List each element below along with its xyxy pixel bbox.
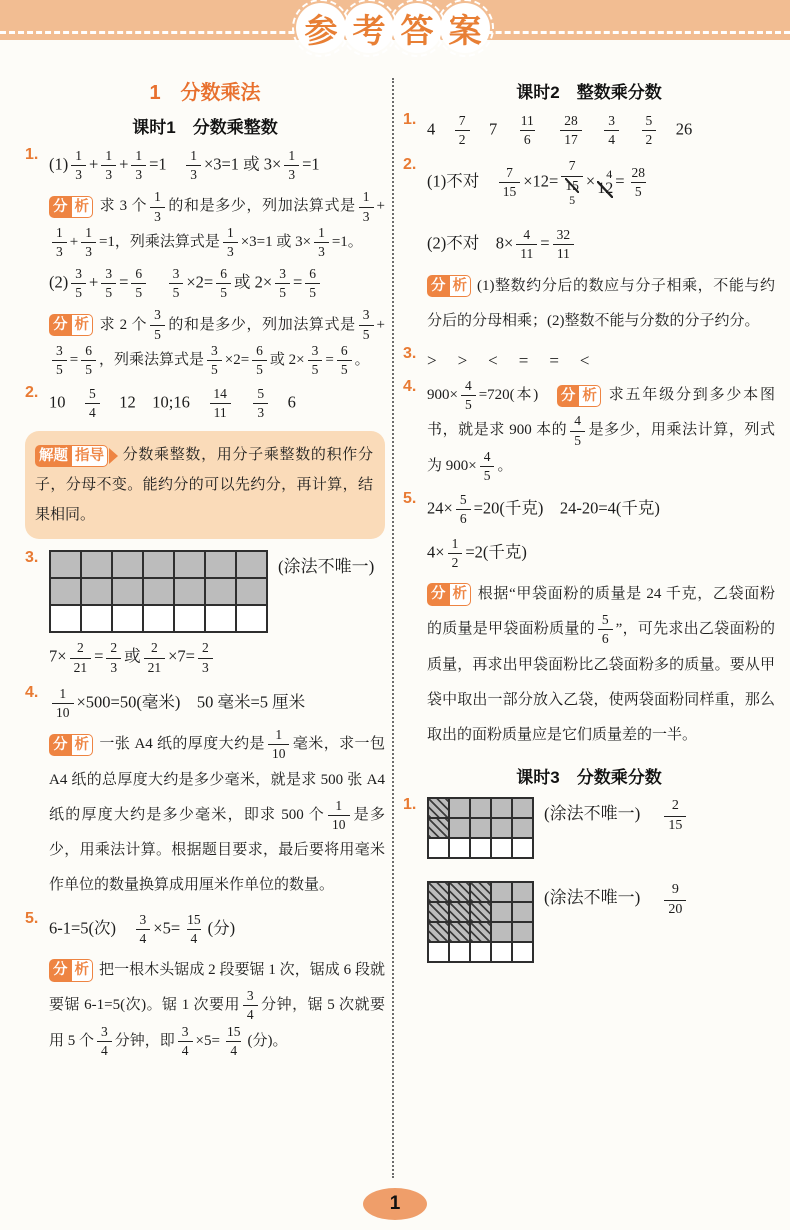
equation-line: [49, 636, 385, 679]
fraction: $\frac{6}{5}$: [305, 267, 320, 300]
page-number: 1: [389, 1193, 401, 1214]
title-char: 参: [304, 11, 338, 49]
fraction: $\frac{1}{10}$: [52, 687, 74, 720]
grid-cell: [174, 578, 205, 605]
text-run: [234, 393, 251, 412]
answer-item-2: [25, 382, 385, 425]
guide-badge: 解题 指导: [35, 445, 118, 468]
fraction: $\frac{3}{5}$: [52, 344, 67, 377]
text-run: =: [540, 233, 550, 253]
fraction: $\frac{2}{3}$: [198, 641, 213, 674]
text-run: (1): [49, 154, 69, 174]
text-run: 4×: [427, 542, 445, 561]
grid-cell: [428, 922, 449, 942]
fraction: $\frac{3}{5}$: [275, 267, 290, 300]
equation-line: [49, 682, 385, 725]
fraction: $\frac{3}{4}$: [604, 114, 619, 147]
title-char: 答: [400, 11, 434, 49]
text-run: +: [376, 198, 385, 215]
item-marker: 4.: [403, 378, 417, 396]
title-char: 案: [448, 11, 482, 49]
guide-text: 分数乘整数，用分子乘整数的积作分子，分母不变。能约分的可以先约分，再计算，结果相同。: [35, 447, 373, 524]
text-run: =: [94, 646, 104, 666]
text-run: =2(千克): [465, 542, 527, 561]
grid-cell: [143, 578, 174, 605]
fraction: $\frac{3}{4}$: [243, 989, 258, 1022]
text-run: =1。: [331, 233, 363, 250]
text-run: ×: [585, 171, 596, 191]
fraction: $\frac{1}{3}$: [52, 226, 67, 259]
fraction: $\frac{3}{5}$: [169, 267, 184, 300]
text-run: [622, 119, 639, 138]
grid-note: (涂法不唯一): [544, 804, 641, 824]
text-run: (2): [49, 272, 69, 292]
text-run: =1，列乘法算式是: [98, 233, 220, 250]
item-marker: 3.: [403, 345, 417, 363]
grid-note: (涂法不唯一): [278, 557, 375, 577]
text-run: =1: [302, 154, 320, 174]
grid-cell: [512, 798, 533, 818]
grid-cell: [491, 902, 512, 922]
fraction: $\frac{6}{5}$: [81, 344, 96, 377]
fraction: $\frac{1}{3}$: [81, 226, 96, 259]
grid-cell: [512, 922, 533, 942]
fraction: $\frac{2}{21}$: [144, 641, 166, 674]
grid-cell: [512, 882, 533, 902]
text-run: 求五年级分到多少本图书，就是求 900 本的: [427, 387, 775, 439]
grid-cell: [174, 605, 205, 632]
text-run: 10: [49, 392, 82, 412]
analysis-badge: 分 析: [49, 959, 93, 982]
grid-cell: [512, 838, 533, 858]
fraction-grid-b: [427, 881, 534, 963]
section-title: 1 分数乘法: [149, 82, 261, 104]
text-run: [541, 119, 558, 138]
fraction: $\frac{1}{3}$: [359, 190, 374, 223]
equation-line: [427, 532, 775, 575]
text-run: 7: [472, 119, 514, 139]
grid-answer: $\frac{9}{20}$: [664, 883, 686, 917]
analysis-paragraph: [49, 725, 385, 905]
text-run: 900×: [427, 387, 458, 404]
grid-cell: [428, 798, 449, 818]
grid-cell: [428, 942, 449, 962]
equation-line: [49, 144, 385, 187]
fraction: $\frac{15}{4}$: [226, 1023, 241, 1058]
fraction: $\frac{4}{5}$: [480, 450, 495, 483]
fraction: $\frac{4}{5}$: [461, 379, 476, 412]
item-marker: 1.: [403, 111, 417, 128]
grid-cell: [236, 605, 267, 632]
grid-cell: [428, 882, 449, 902]
fraction: $\frac{3}{5}$: [207, 344, 222, 377]
fraction: $\frac{6}{5}$: [252, 344, 267, 377]
fraction: $\frac{5}{4}$: [85, 387, 100, 420]
item-marker: 2.: [25, 384, 39, 402]
title-bubble: [296, 3, 346, 53]
grid-cell: [470, 798, 491, 818]
fraction: $\frac{5}{3}$: [253, 387, 268, 420]
fraction: $\frac{2}{21}$: [70, 641, 92, 674]
text-run: 的和是多少，列加法算式是: [167, 198, 356, 215]
answer-item-2: [403, 154, 775, 341]
grid-cell: [428, 838, 449, 858]
grid-cell: [491, 818, 512, 838]
item-marker: 5.: [25, 909, 39, 927]
fraction: $\frac{5}{6}$: [456, 493, 471, 526]
equation-line: [49, 262, 385, 305]
fraction: $\frac{3}{5}$: [359, 308, 374, 341]
text-run: ×2=: [186, 272, 214, 292]
grid-cell: [470, 838, 491, 858]
text-run: (分)。: [247, 1032, 288, 1049]
fraction: $\frac{3}{4}$: [97, 1025, 112, 1058]
text-run: =: [69, 351, 79, 368]
text-run: 4: [427, 119, 452, 139]
text-run: 6-1=5(次): [49, 918, 133, 938]
answer-item-4: [403, 376, 775, 486]
text-run: 求 3 个: [99, 198, 148, 215]
grid-cell: [143, 551, 174, 578]
fraction: $\frac{1}{3}$: [71, 149, 86, 182]
text-run: 。: [497, 457, 513, 474]
fraction: $\frac{1}{10}$: [268, 728, 290, 761]
fraction: $\frac{15}{4}$: [187, 911, 201, 946]
text-run: 把一根木头锯成 2 段要锯 1 次，锯成 6 段就要锯 6-1=5(次)。锯 1 次要用: [49, 961, 385, 1014]
fraction: $\frac{1}{3}$: [223, 226, 238, 259]
fraction: $\frac{28}{17}$: [560, 114, 582, 147]
analysis-badge: 分 析: [427, 583, 471, 606]
fraction: $\frac{32}{11}$: [553, 228, 575, 261]
fraction: $\frac{1}{3}$: [186, 149, 201, 182]
text-run: ×7=: [168, 646, 195, 666]
answer-item-4: [25, 682, 385, 906]
grid-cell: [50, 578, 81, 605]
text-run: ×5=: [195, 1032, 220, 1049]
text-run: 24×: [427, 498, 453, 518]
text-run: 6: [271, 392, 296, 412]
grid-cell: [512, 942, 533, 962]
text-run: +: [89, 154, 99, 174]
comparison-answers: > > < = = <: [427, 351, 592, 371]
item-marker: 1.: [403, 796, 417, 814]
grid-cell: [449, 902, 470, 922]
number-cancelled: 4 12: [597, 167, 614, 197]
text-run: 求 2 个: [99, 316, 148, 333]
analysis-paragraph: [49, 951, 385, 1061]
fraction: $\frac{1}{2}$: [448, 537, 463, 570]
fraction: $\frac{1}{3}$: [314, 226, 329, 259]
answer-item-1: [25, 144, 385, 380]
fraction: $\frac{3}{5}$: [150, 308, 165, 341]
content-columns: [0, 62, 790, 1063]
analysis-paragraph: [427, 575, 775, 755]
text-run: 7×: [49, 646, 67, 666]
item-marker: 3.: [25, 549, 39, 567]
grid-cell: [205, 551, 236, 578]
grid-cell: [449, 798, 470, 818]
page-number-badge: [363, 1188, 427, 1220]
solution-guide-box: [25, 431, 385, 539]
item-marker: 4.: [25, 683, 39, 701]
grid-cell: [491, 882, 512, 902]
fraction: $\frac{5}{6}$: [598, 613, 613, 646]
grid-cell: [491, 922, 512, 942]
fraction: $\frac{3}{5}$: [101, 267, 116, 300]
fraction: $\frac{1}{3}$: [150, 190, 165, 223]
text-run: +: [89, 272, 99, 292]
fraction: $\frac{6}{5}$: [337, 344, 352, 377]
grid-cell: [428, 818, 449, 838]
text-run: =: [325, 351, 334, 368]
arrow-icon: [109, 448, 118, 464]
answer-item-5: [25, 908, 385, 1061]
grid-cell: [236, 551, 267, 578]
title-bubble: [344, 3, 394, 53]
fraction-grid-a: [427, 797, 534, 859]
grid-answer: $\frac{2}{15}$: [664, 799, 686, 833]
text-run: 的和是多少，列加法算式是: [167, 316, 356, 333]
fraction: $\frac{7}{2}$: [455, 114, 470, 147]
text-run: [149, 273, 166, 292]
equation-line: [427, 217, 775, 266]
text-run: ”，可先求出乙袋面粉的质量，再求出甲袋面粉比乙袋面粉多的质量。要从甲袋中取出一部分放入乙袋，使两袋面粉同样重，那么取出的面粉质量应是它们质量差的一半。: [427, 621, 775, 743]
grid-cell: [512, 818, 533, 838]
analysis-badge: 分 析: [49, 314, 93, 337]
text-run: =720(本): [478, 387, 557, 404]
grid-cell: [491, 942, 512, 962]
text-run: =20(千克) 24-20=4(千克): [473, 498, 660, 518]
text-run: 毫米，求一包 A4 纸的总厚度大约是多少毫米，就是求 500 张 A4 纸的厚度大约是多少毫米，即求 500 个: [49, 736, 385, 823]
text-run: 分钟，即: [114, 1032, 175, 1049]
page-title: [296, 3, 488, 53]
grid-cell: [491, 838, 512, 858]
equation-line: [427, 488, 775, 531]
fraction: $\frac{7}{15}$: [499, 166, 521, 199]
grid-cell: [81, 551, 112, 578]
grid-note: (涂法不唯一): [544, 888, 641, 908]
grid-cell: [449, 838, 470, 858]
text-run: (分): [207, 918, 236, 938]
text-run: =: [615, 171, 625, 191]
grid-cell: [449, 882, 470, 902]
lesson-2-title: 课时2 整数乘分数: [516, 83, 662, 102]
grid-cell: [512, 902, 533, 922]
fraction: $\frac{28}{5}$: [631, 165, 645, 200]
grid-cell: [470, 902, 491, 922]
text-run: +: [69, 233, 79, 250]
text-run: ×2=: [224, 351, 250, 368]
text-run: =: [292, 272, 303, 292]
fraction: $\frac{3}{4}$: [178, 1025, 193, 1058]
answer-item-5: [403, 488, 775, 755]
text-run: 一张 A4 纸的厚度大约是: [99, 736, 265, 753]
grid-cell: [428, 902, 449, 922]
text-run: =: [119, 272, 129, 292]
grid-cell: [81, 578, 112, 605]
text-run: ×5=: [153, 918, 181, 938]
text-run: 26: [659, 119, 693, 139]
grid-cell: [112, 551, 143, 578]
grid-cell: [491, 798, 512, 818]
analysis-badge: 分 析: [557, 385, 601, 408]
grid-cell: [50, 605, 81, 632]
grid-cell: [449, 942, 470, 962]
title-char: 考: [352, 11, 386, 49]
fraction: $\frac{14}{11}$: [209, 387, 231, 420]
fraction: $\frac{4}{5}$: [570, 414, 585, 447]
grid-cell: [50, 551, 81, 578]
grid-cell: [112, 605, 143, 632]
analysis-badge: 分 析: [49, 196, 93, 219]
fraction: $\frac{6}{5}$: [131, 267, 146, 300]
fraction: $\frac{1}{10}$: [328, 799, 350, 832]
grid-cell: [449, 922, 470, 942]
answer-item-1: [403, 109, 775, 152]
answer-item-3: [25, 547, 385, 679]
text-run: ，列乘法算式是: [98, 351, 204, 368]
grid-cell: [174, 551, 205, 578]
text-run: =1: [149, 154, 184, 174]
text-run: +: [119, 154, 129, 174]
fraction: $\frac{4}{11}$: [516, 228, 537, 261]
equation-line: [427, 154, 775, 217]
item-marker: 2.: [403, 156, 417, 174]
grid-cell: [470, 882, 491, 902]
grid-cell: [205, 605, 236, 632]
lesson-3-title: 课时3 分数乘分数: [516, 768, 662, 788]
grid-cell: [143, 605, 174, 632]
item-marker: 5.: [403, 490, 417, 508]
text-run: (1)不对: [427, 171, 496, 191]
fraction: $\frac{11}{6}$: [520, 113, 534, 148]
title-bubble: [440, 3, 490, 53]
answer-item-3: [403, 343, 775, 374]
answer-item-6: [403, 794, 775, 966]
text-run: 或 2×: [234, 272, 273, 292]
equation-line: [49, 908, 385, 951]
analysis-paragraph: [49, 187, 385, 262]
text-run: 或: [124, 646, 141, 666]
fraction: $\frac{2}{3}$: [106, 641, 121, 674]
lesson-1-title: 课时1 分数乘整数: [132, 118, 278, 137]
right-column: [403, 62, 775, 1063]
analysis-badge: 分 析: [49, 734, 93, 757]
analysis-badge: 分 析: [427, 275, 471, 298]
fraction: $\frac{5}{2}$: [642, 114, 657, 147]
item-marker: 1.: [25, 146, 39, 163]
grid-cell: [81, 605, 112, 632]
text-run: 。: [354, 351, 370, 368]
text-run: [585, 119, 602, 138]
text-run: ×3=1 或 3×: [240, 233, 312, 250]
text-run: 或 2×: [269, 351, 305, 368]
fraction: $\frac{3}{5}$: [71, 267, 86, 300]
text-run: 是多少，用乘法计算。根据题目要求，最后要将用毫米作单位的数量换算成用厘米作单位的数量。: [49, 806, 385, 894]
grid-cell: [236, 578, 267, 605]
grid-cell: [470, 942, 491, 962]
fraction-cancelled: 7 15 5: [561, 159, 583, 206]
grid-cell: [449, 818, 470, 838]
title-bubble: [392, 3, 442, 53]
text-run: ×12=: [523, 171, 559, 191]
grid-cell: [205, 578, 236, 605]
fraction: $\frac{6}{5}$: [216, 267, 231, 300]
text-run: (2)不对 8×: [427, 233, 514, 253]
fraction: $\frac{3}{4}$: [136, 913, 151, 946]
fraction-grid: [49, 550, 268, 633]
text-run: ×3=1 或 3×: [203, 154, 282, 174]
grid-cell: [112, 578, 143, 605]
fraction: $\frac{1}{3}$: [101, 149, 116, 182]
text-run: 根据“甲袋面粉的质量是 24 千克，乙袋面粉的质量是甲袋面粉质量的: [427, 585, 775, 638]
grid-cell: [470, 818, 491, 838]
fraction: $\frac{3}{5}$: [308, 344, 323, 377]
equation-line: [427, 109, 775, 152]
left-column: [25, 62, 385, 1063]
analysis-paragraph: [427, 376, 775, 486]
text-run: ×500=50(毫米) 50 毫米=5 厘米: [76, 692, 306, 712]
analysis-paragraph: [427, 267, 775, 342]
text-run: 分钟，锯 5 次就要用 5 个: [49, 997, 385, 1049]
text-run: 是多少，用乘法计算，列式为 900×: [427, 422, 775, 474]
grid-cell: [470, 922, 491, 942]
text-run: 12 10;16: [102, 392, 207, 412]
fraction: $\frac{1}{3}$: [131, 149, 146, 182]
text-run: +: [376, 316, 385, 333]
fraction: $\frac{1}{3}$: [284, 149, 299, 182]
equation-line: [49, 382, 385, 425]
text-run: (1)整数约分后的数应与分子相乘，不能与约分后的分母相乘；(2)整数不能与分数的分子约分。: [427, 277, 775, 329]
analysis-paragraph: [49, 305, 385, 380]
